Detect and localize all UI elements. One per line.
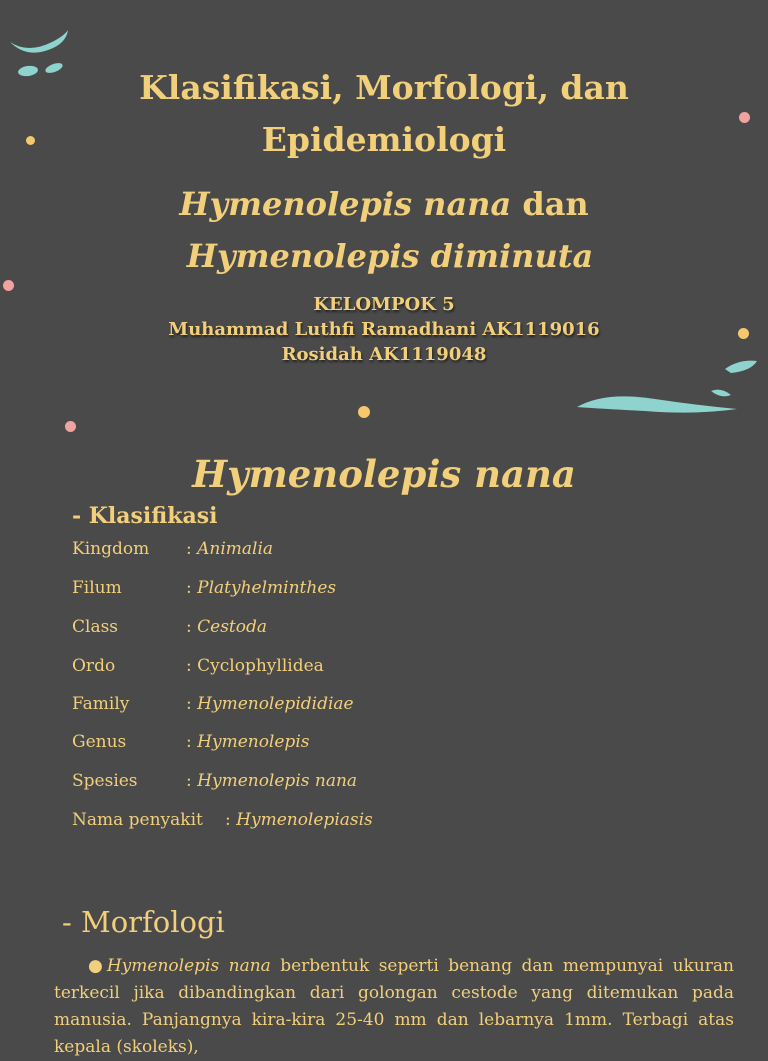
subtitle-species-1: Hymenolepis nana	[179, 185, 512, 223]
member-1: Muhammad Luthfi Ramadhani AK1119016	[168, 319, 600, 340]
classification-row	[72, 655, 324, 677]
classification-key: Spesies	[72, 771, 138, 791]
classification-row	[72, 770, 358, 792]
bullet-icon: ●	[88, 956, 107, 976]
classification-key: Genus	[72, 732, 127, 752]
pink-dot	[65, 421, 76, 432]
classification-value-text: Hymenolepis	[197, 732, 310, 752]
title-line-1: Klasifikasi, Morfologi, dan	[139, 68, 629, 107]
classification-key: Filum	[72, 578, 122, 598]
morfologi-label: - Morfologi	[62, 905, 225, 939]
classification-value: : Platyhelminthes	[186, 578, 337, 598]
classification-value-text: Hymenolepididiae	[197, 694, 354, 714]
classification-value-text: Hymenolepis nana	[197, 771, 358, 791]
classification-key: Kingdom	[72, 539, 150, 559]
klasifikasi-label: - Klasifikasi	[72, 503, 218, 529]
subtitle	[0, 178, 768, 282]
morfologi-paragraph	[54, 953, 734, 1061]
paragraph-species: Hymenolepis nana	[106, 956, 271, 976]
classification-value-text: Hymenolepiasis	[236, 810, 373, 830]
classification-row	[72, 538, 274, 560]
group-label: KELOMPOK 5	[313, 294, 455, 315]
section-heading: Hymenolepis nana	[192, 452, 576, 496]
classification-key: Class	[72, 617, 119, 637]
page-title	[0, 62, 768, 166]
classification-value: : Cestoda	[186, 617, 268, 637]
classification-row	[72, 577, 337, 599]
subtitle-species-2: Hymenolepis diminuta	[186, 237, 594, 275]
classification-value: : Cyclophyllidea	[186, 656, 324, 676]
classification-row	[72, 731, 310, 753]
classification-value-text: Cestoda	[197, 617, 268, 637]
classification-key: Ordo	[72, 656, 116, 676]
classification-value: : Hymenolepis nana	[186, 771, 358, 791]
classification-value-text: Platyhelminthes	[197, 578, 337, 598]
subtitle-line-2	[0, 230, 768, 282]
yellow-dot	[358, 406, 370, 418]
classification-row	[72, 616, 268, 638]
member-2: Rosidah AK1119048	[281, 344, 487, 365]
subtitle-line-1	[0, 178, 768, 230]
group-info	[0, 292, 768, 367]
classification-key: Nama penyakit	[72, 810, 203, 830]
classification-row	[72, 693, 354, 715]
classification-value: : Hymenolepis	[186, 732, 310, 752]
paragraph-text: berbentuk seperti benang dan mempunyai ukuran terkecil jika dibandingkan dari golongan cestode yang ditemukan pada manusia. Panjangnya kira-kira 25-40 mm dan lebarnya 1mm. Terbagi atas kepala (skoleks),	[54, 956, 735, 1057]
classification-row	[72, 809, 373, 831]
classification-value: : Hymenolepididiae	[186, 694, 354, 714]
classification-key: Family	[72, 694, 130, 714]
classification-value: : Animalia	[186, 539, 274, 559]
classification-value-text: Cyclophyllidea	[197, 656, 324, 676]
classification-value: : Hymenolepiasis	[225, 810, 373, 830]
title-line-2: Epidemiologi	[261, 120, 507, 159]
classification-value-text: Animalia	[197, 539, 274, 559]
subtitle-conjunction: dan	[511, 185, 589, 223]
